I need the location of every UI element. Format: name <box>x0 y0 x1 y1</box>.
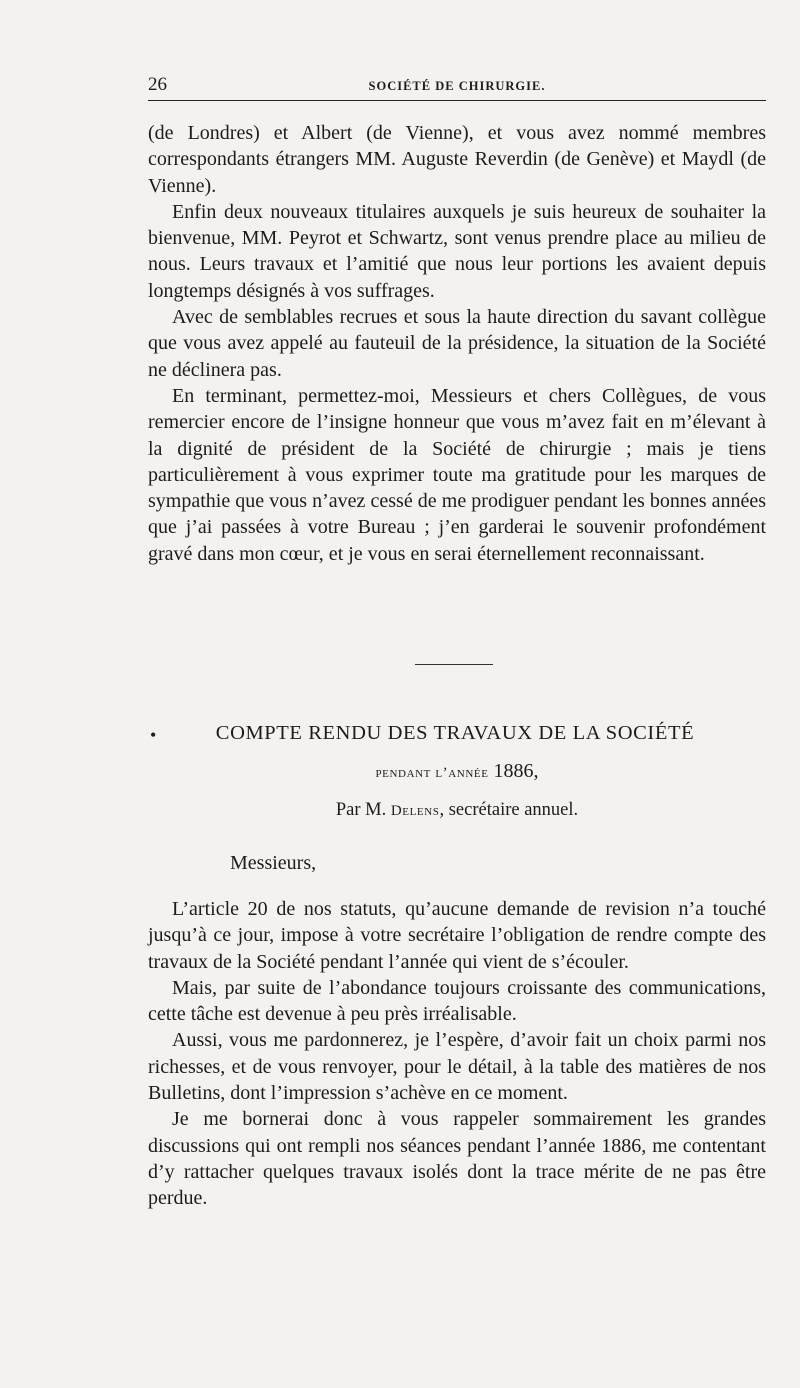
author-line <box>148 800 766 821</box>
page-number: 26 <box>148 74 167 95</box>
section-title: COMPTE RENDU DES TRAVAUX DE LA SOCIÉTÉ <box>215 722 695 744</box>
paragraph-presidency: Avec de semblables recrues et sous la haute direction du savant collègue que vous avez appelé au fauteuil de la présidence, la situation de la Société ne déclinera pas. <box>148 306 766 381</box>
running-head <box>148 74 766 101</box>
paragraph-continued: (de Londres) et Albert (de Vienne), et vous avez nommé membres correspondants étrangers MM. Auguste Reverdin (de Genève) et Maydl (de Vienne). <box>148 122 766 197</box>
section-subtitle <box>148 760 766 783</box>
paragraph-new-members: Enfin deux nouveaux titulaires auxquels je suis heureux de souhaiter la bienvenue, MM. Peyrot et Schwartz, sont venus prendre place au milieu de nous. Leurs travaux et l’amitié que nous leur portions les avaient depuis longtemps désignés à vos suffrages. <box>148 200 766 302</box>
subtitle-prefix: pendant l’année <box>375 765 489 781</box>
author-prefix: Par M. <box>335 800 387 820</box>
subtitle-year: 1886, <box>493 760 539 782</box>
running-title: SOCIÉTÉ DE CHIRURGIE. <box>368 79 546 93</box>
report-paragraph-statutes: L’article 20 de nos statuts, qu’aucune demande de revision n’a touché jusqu’à ce jour, impose à votre secrétaire l’obligation de rendre compte des travaux de la Société pendant l’année qui vient de s’écouler. <box>148 898 766 973</box>
report-paragraph-abundance: Mais, par suite de l’abondance toujours croissante des communications, cette tâche est devenue à peu près irréalisable. <box>148 976 766 1026</box>
author-name: Delens <box>390 803 440 819</box>
report-paragraph-summary: Je me bornerai donc à vous rappeler sommairement les grandes discussions qui ont rempli nos séances pendant l’année 1886, me contentant d’y rattacher quelques travaux isolés dont la trace mérite de ne pas être perdue. <box>148 1108 766 1210</box>
bullet-mark: • <box>150 725 157 745</box>
body-text <box>148 120 766 567</box>
report-text <box>148 896 766 1212</box>
author-suffix: , secrétaire annuel. <box>439 800 579 820</box>
section-divider <box>415 664 493 665</box>
salutation: Messieurs, <box>230 852 317 874</box>
report-paragraph-choice: Aussi, vous me pardonnerez, je l’espère, d’avoir fait un choix parmi nos richesses, et de vous renvoyer, pour le détail, à la table des matières de nos Bulletins, dont l’impression s’achève en ce moment. <box>148 1029 766 1105</box>
paragraph-closing: En terminant, permettez-moi, Messieurs et chers Collègues, de vous remercier encore de l’insigne honneur que vous m’avez fait en m’élevant à la dignité de président de la Société de chirurgie ; mais je tiens particulièrement à vous exprimer toute ma gratitude pour les marques de sympathie que vous n’avez cessé de me prodiguer pendant les bonnes années que j’ai passées à votre Bureau ; j’en garderai le souvenir profondément gravé dans mon cœur, et je vous en serai éternellement reconnaissant. <box>148 384 766 565</box>
